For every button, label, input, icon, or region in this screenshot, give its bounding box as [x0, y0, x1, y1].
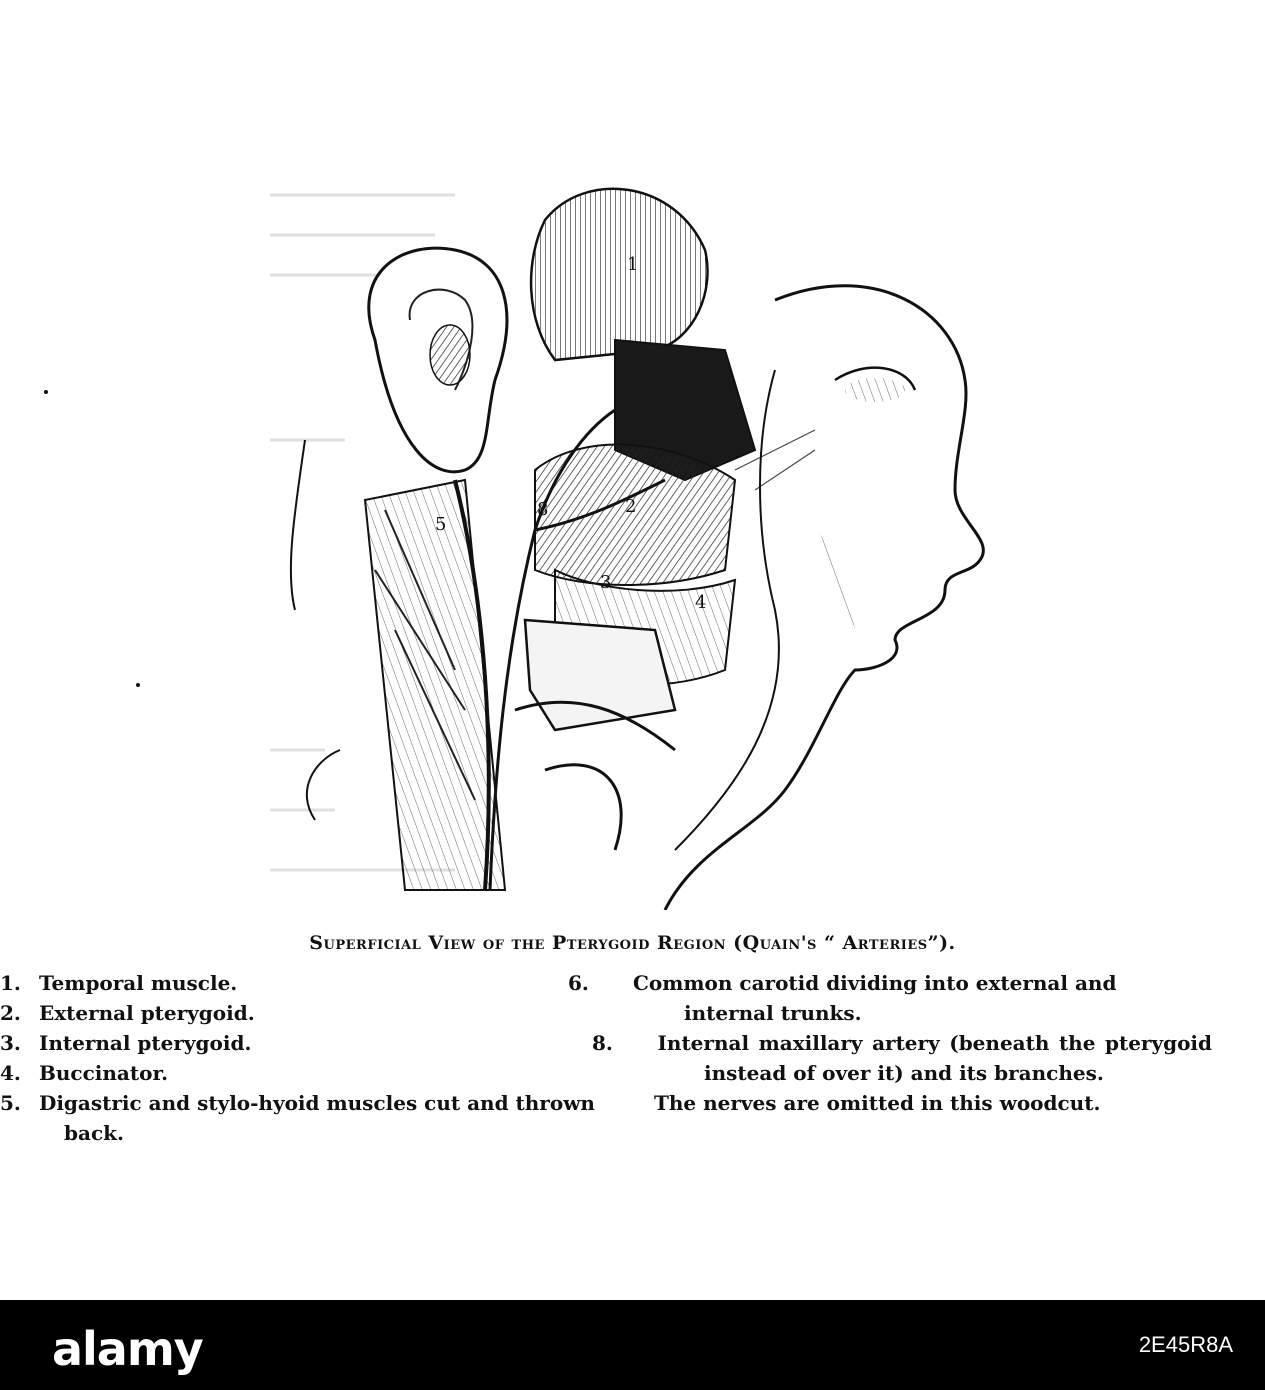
ear: [369, 248, 507, 472]
legend-text: Digastric and stylo-hyoid muscles cut and thrown back.: [38, 1091, 595, 1145]
legend-item: 3. Internal pterygoid.: [0, 1031, 252, 1055]
brand-logo: alamy: [52, 1322, 203, 1376]
anatomical-illustration: [255, 150, 1015, 910]
figure-label: 5: [435, 514, 447, 535]
legend-item: 1. Temporal muscle.: [0, 971, 238, 995]
legend-text: Internal pterygoid.: [38, 1031, 252, 1055]
figure-label: 8: [537, 499, 549, 520]
watermark-footer: [0, 1300, 1265, 1390]
stray-dot: [136, 683, 140, 687]
legend-right-column: [568, 968, 1212, 1118]
legend-text: External pterygoid.: [38, 1001, 255, 1025]
legend-item: 6. Common carotid dividing into external and internal trunks.: [568, 971, 1117, 1025]
image-id: 2E45R8A: [1138, 1332, 1233, 1357]
legend-item: 8. Internal maxillary artery (beneath the pterygoid instead of over it) and its branches.: [592, 1031, 1212, 1085]
legend-item: 5. Digastric and stylo-hyoid muscles cut and thrown back.: [0, 1091, 595, 1145]
figure-label: 4: [695, 592, 707, 613]
jaw-bone: [525, 620, 675, 730]
temporal-muscle: [531, 189, 707, 360]
figure-label: 3: [600, 572, 612, 593]
legend-item: 4. Buccinator.: [0, 1061, 169, 1085]
legend-text: Common carotid dividing into external and internal trunks.: [632, 971, 1117, 1025]
neck-muscles: [365, 480, 505, 890]
legend-text: Internal maxillary artery (beneath the pterygoid instead of over it) and its branches.: [657, 1031, 1212, 1085]
legend-item: 2. External pterygoid.: [0, 1001, 255, 1025]
figure-label: 2: [625, 496, 637, 517]
figure-label: 1: [627, 254, 639, 275]
figure-caption-title: Superficial View of the Pterygoid Region (Quain's “ Arteries”).: [309, 932, 956, 954]
outline-curve: [291, 440, 305, 610]
legend-note: The nerves are omitted in this woodcut.: [654, 1091, 1101, 1115]
legend-left-column: [0, 968, 622, 1148]
legend-text: Buccinator.: [38, 1061, 169, 1085]
legend-text: Temporal muscle.: [38, 971, 238, 995]
stray-dot: [44, 390, 48, 394]
